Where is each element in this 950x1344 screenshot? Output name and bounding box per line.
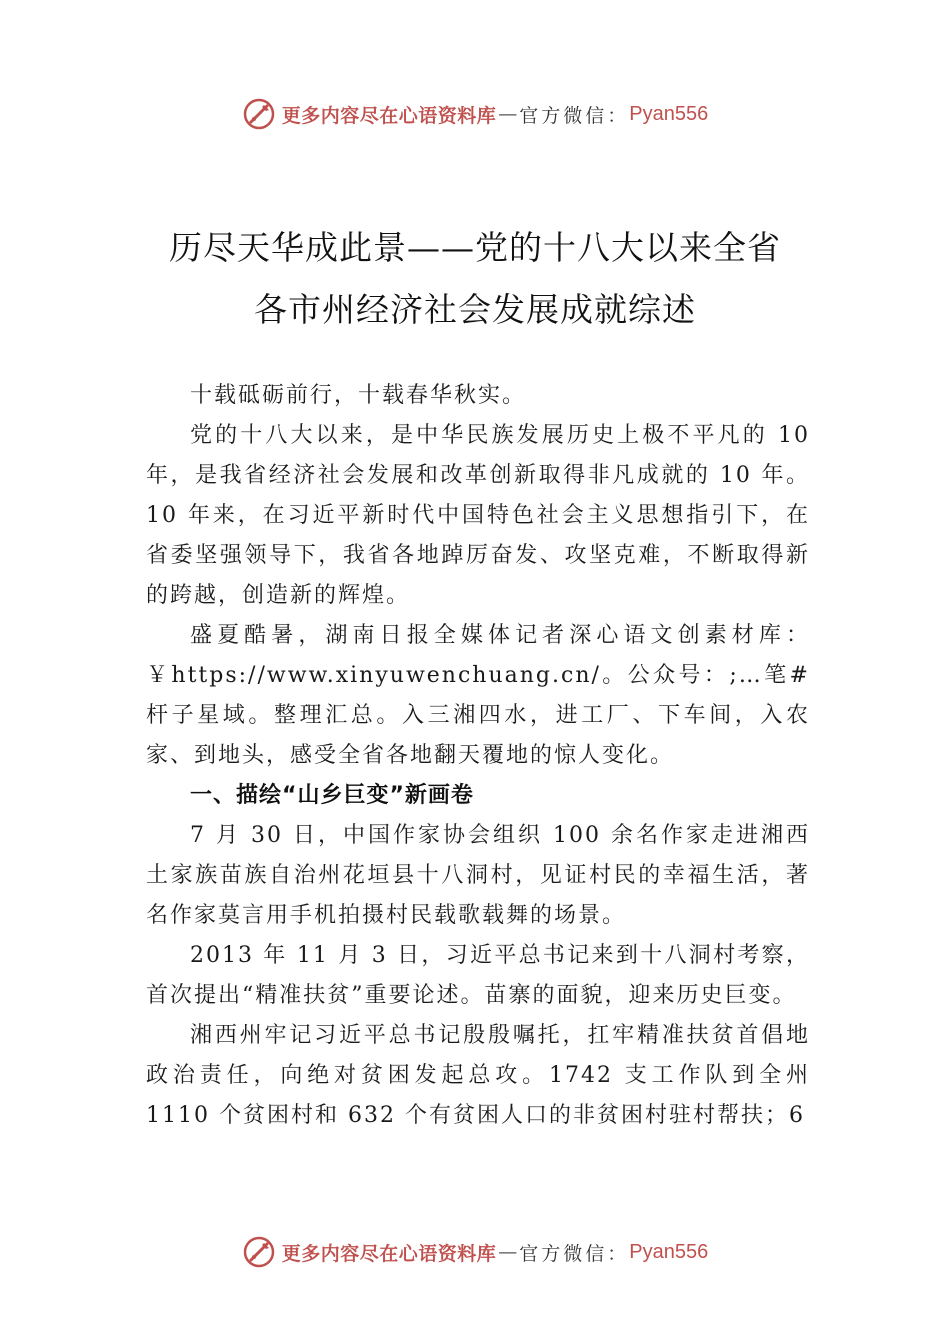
banner-wechat-label: 官方微信：	[519, 1242, 630, 1265]
paragraph-decade-summary: 党的十八大以来，是中华民族发展历史上极不平凡的 10 年，是我省经济社会发展和改革创新取得非凡成就的 10 年。10 年来，在习近平新时代中国特色社会主义思想指引下，在省委坚强领导下，我省各地踔厉奋发、攻坚克难，不断取得新的跨越，创造新的辉煌。	[146, 423, 810, 608]
banner-separator: —	[498, 103, 518, 125]
document-body	[146, 376, 810, 1136]
paragraph-writers-visit: 7 月 30 日，中国作家协会组织 100 余名作家走进湘西土家族苗族自治州花垣县十八洞村，见证村民的幸福生活，著名作家莫言用手机拍摄村民载歌载舞的场景。	[146, 823, 810, 928]
section-heading-1: 一、描绘“山乡巨变”新画卷	[190, 783, 474, 808]
paragraph-intro: 十载砥砺前行，十载春华秋实。	[190, 383, 527, 408]
banner-wechat-id: Pyan556	[629, 1240, 709, 1263]
paragraph-reporting: 盛夏酷暑，湖南日报全媒体记者深心语文创素材库：￥https://www.xinyuwenchuang.cn/。公众号：;…笔#杆子星域。整理汇总。入三湘四水，进工厂、下车间，入农家、到地头，感受全省各地翻天覆地的惊人变化。	[146, 623, 810, 768]
brand-logo-icon	[242, 1235, 276, 1269]
banner-separator: —	[498, 1241, 518, 1263]
banner-site-text: 更多内容尽在心语资料库	[281, 104, 497, 127]
paragraph-xiangxi-efforts: 湘西州牢记习近平总书记殷殷嘱托，扛牢精准扶贫首倡地政治责任，向绝对贫困发起总攻。1742 支工作队到全州 1110 个贫困村和 632 个有贫困人口的非贫困村驻村帮扶；6	[146, 1023, 810, 1128]
banner-site-text: 更多内容尽在心语资料库	[281, 1242, 497, 1265]
banner-wechat-label: 官方微信：	[519, 104, 630, 127]
footer-watermark-banner	[0, 1232, 950, 1272]
document-title-line-2: 各市州经济社会发展成就综述	[254, 290, 696, 329]
banner-wechat-id: Pyan556	[629, 102, 709, 125]
document-title-line-1: 历尽天华成此景——党的十八大以来全省	[169, 228, 781, 267]
header-watermark-banner	[0, 94, 950, 134]
paragraph-precision-poverty: 2013 年 11 月 3 日，习近平总书记来到十八洞村考察，首次提出“精准扶贫”重要论述。苗寨的面貌，迎来历史巨变。	[146, 943, 810, 1008]
brand-logo-icon	[242, 97, 276, 131]
